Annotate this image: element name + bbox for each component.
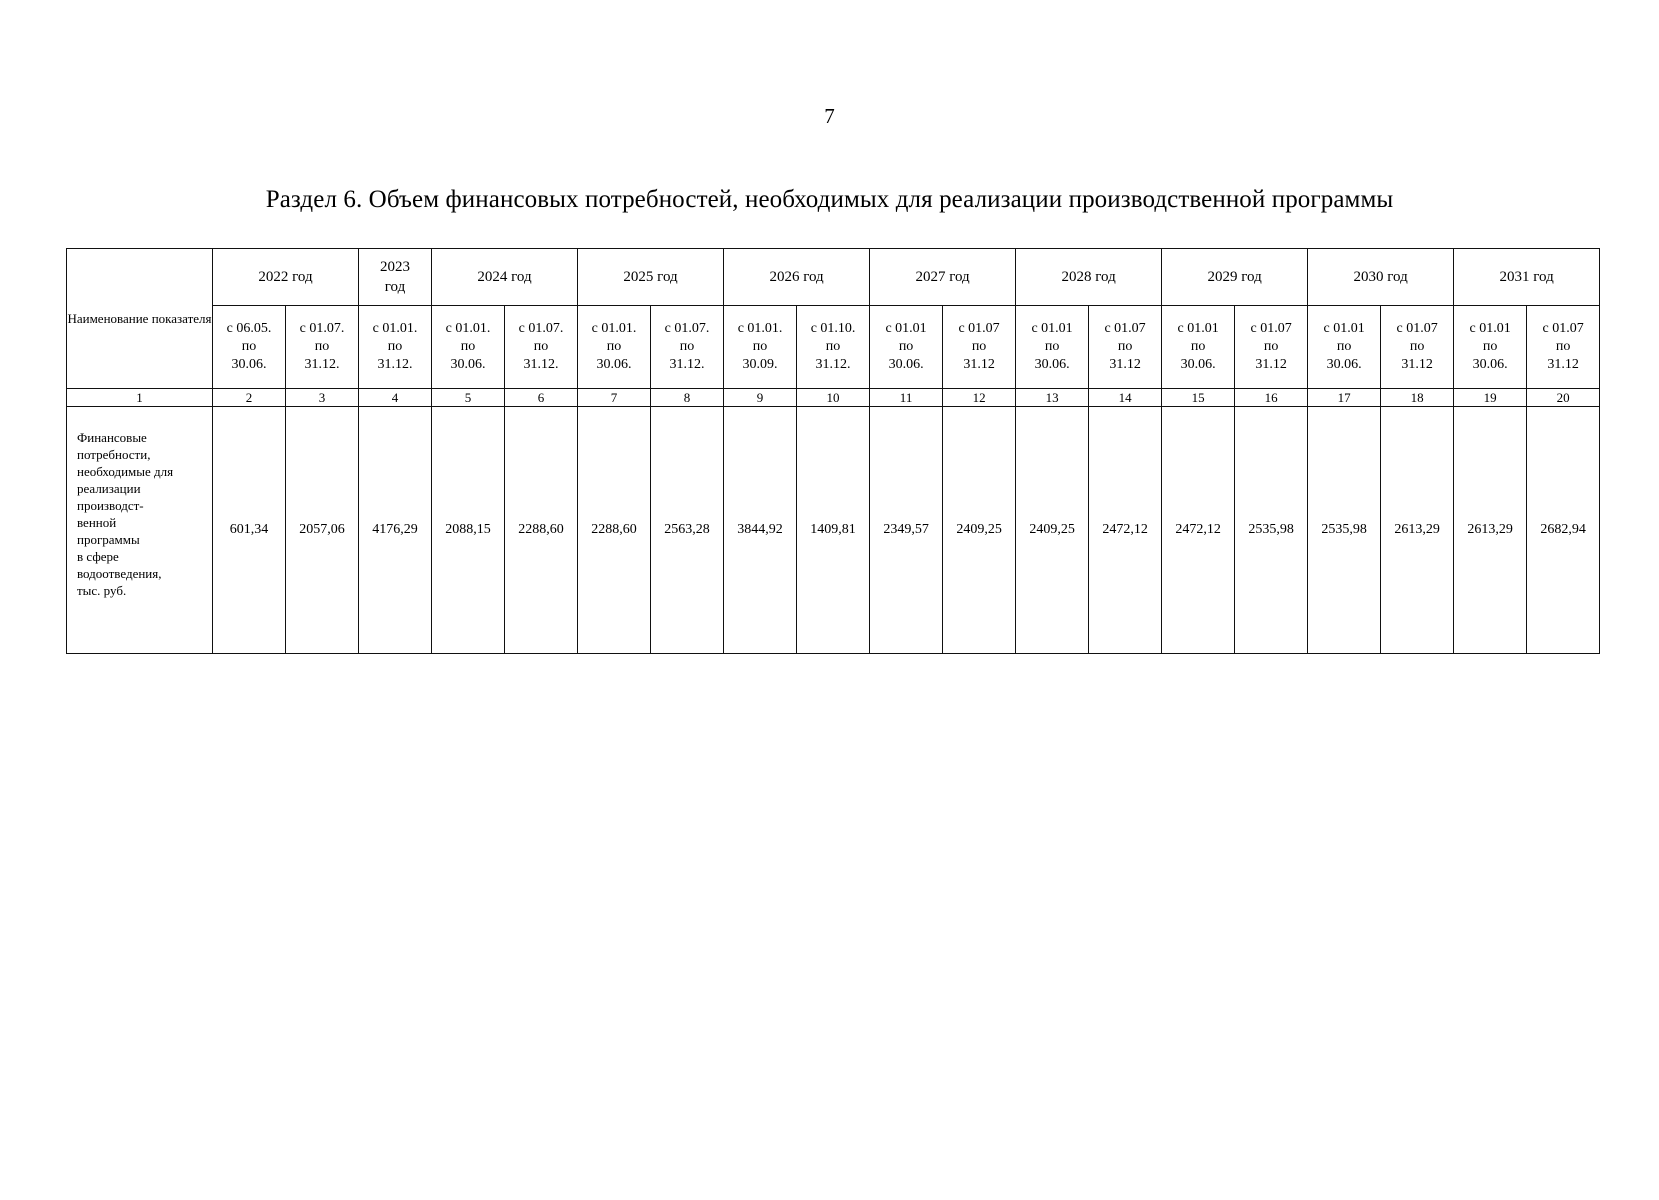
period-header: с 01.01. по 30.09.: [724, 306, 797, 389]
period-header: с 01.07 по 31.12: [1381, 306, 1454, 389]
section-title: Раздел 6. Объем финансовых потребностей, необходимых для реализации производственной программы: [265, 186, 1394, 213]
value-cell: 601,34: [213, 407, 286, 654]
period-header-row: [67, 306, 1600, 389]
value-cell: 2535,98: [1235, 407, 1308, 654]
value-cell: 2472,12: [1089, 407, 1162, 654]
column-number: 20: [1527, 389, 1600, 407]
value-cell: 2613,29: [1454, 407, 1527, 654]
value-cell: 2535,98: [1308, 407, 1381, 654]
value-cell: 2472,12: [1162, 407, 1235, 654]
period-header: с 01.07 по 31.12: [1089, 306, 1162, 389]
column-number: 12: [943, 389, 1016, 407]
value-cell: 2288,60: [578, 407, 651, 654]
year-header: 2022 год: [213, 249, 359, 306]
value-cell: 2563,28: [651, 407, 724, 654]
period-header: с 01.07. по 31.12.: [505, 306, 578, 389]
column-number: 14: [1089, 389, 1162, 407]
column-number: 4: [359, 389, 432, 407]
year-header: 2030 год: [1308, 249, 1454, 306]
period-header: с 01.01 по 30.06.: [1016, 306, 1089, 389]
indicator-name-header: Наименование показателя: [67, 249, 213, 389]
period-header: с 01.01 по 30.06.: [1454, 306, 1527, 389]
period-header: с 01.10. по 31.12.: [797, 306, 870, 389]
period-header: с 01.01 по 30.06.: [870, 306, 943, 389]
column-number: 11: [870, 389, 943, 407]
value-cell: 2409,25: [943, 407, 1016, 654]
value-cell: 2088,15: [432, 407, 505, 654]
period-header: с 01.01. по 30.06.: [432, 306, 505, 389]
period-header: с 06.05. по 30.06.: [213, 306, 286, 389]
column-number: 13: [1016, 389, 1089, 407]
column-number: 2: [213, 389, 286, 407]
year-header: 2029 год: [1162, 249, 1308, 306]
value-cell: 2288,60: [505, 407, 578, 654]
period-header: с 01.01 по 30.06.: [1162, 306, 1235, 389]
period-header: с 01.07. по 31.12.: [286, 306, 359, 389]
column-number: 18: [1381, 389, 1454, 407]
value-cell: 2613,29: [1381, 407, 1454, 654]
column-number: 7: [578, 389, 651, 407]
value-cell: 4176,29: [359, 407, 432, 654]
value-cell: 1409,81: [797, 407, 870, 654]
year-header: 2028 год: [1016, 249, 1162, 306]
value-cell: 2409,25: [1016, 407, 1089, 654]
column-number: 17: [1308, 389, 1381, 407]
column-number: 16: [1235, 389, 1308, 407]
year-header: 2025 год: [578, 249, 724, 306]
column-number: 5: [432, 389, 505, 407]
year-header-row: [67, 249, 1600, 306]
period-header: с 01.01. по 30.06.: [578, 306, 651, 389]
column-number: 8: [651, 389, 724, 407]
year-header: 2027 год: [870, 249, 1016, 306]
year-header: 2023 год: [359, 249, 432, 306]
year-header: 2031 год: [1454, 249, 1600, 306]
column-number: 10: [797, 389, 870, 407]
period-header: с 01.07 по 31.12: [1527, 306, 1600, 389]
column-number-row: [67, 389, 1600, 407]
column-number: 1: [67, 389, 213, 407]
indicator-name: Финансовые потребности, необходимые для реализации производст- венной программы в сфере водоотведения, тыс. руб.: [67, 407, 213, 654]
year-header: 2024 год: [432, 249, 578, 306]
column-number: 19: [1454, 389, 1527, 407]
period-header: с 01.01. по 31.12.: [359, 306, 432, 389]
period-header: с 01.07 по 31.12: [943, 306, 1016, 389]
financial-needs-table: [66, 248, 1600, 654]
page-number: 7: [824, 104, 835, 128]
value-cell: 2349,57: [870, 407, 943, 654]
value-cell: 3844,92: [724, 407, 797, 654]
column-number: 6: [505, 389, 578, 407]
column-number: 3: [286, 389, 359, 407]
table-row: [67, 407, 1600, 654]
value-cell: 2057,06: [286, 407, 359, 654]
period-header: с 01.07. по 31.12.: [651, 306, 724, 389]
column-number: 15: [1162, 389, 1235, 407]
period-header: с 01.07 по 31.12: [1235, 306, 1308, 389]
column-number: 9: [724, 389, 797, 407]
year-header: 2026 год: [724, 249, 870, 306]
value-cell: 2682,94: [1527, 407, 1600, 654]
period-header: с 01.01 по 30.06.: [1308, 306, 1381, 389]
